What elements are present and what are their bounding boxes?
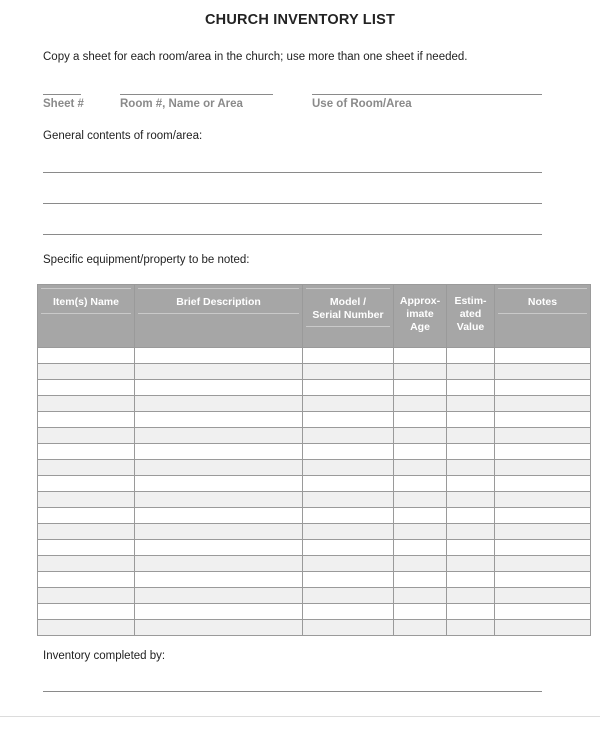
model-serial-cell[interactable] — [303, 348, 394, 364]
description-cell[interactable] — [135, 396, 303, 412]
header-estimated-value: Estim- ated Value — [447, 285, 495, 348]
value-cell[interactable] — [447, 556, 495, 572]
model-serial-cell[interactable] — [303, 540, 394, 556]
value-cell[interactable] — [447, 380, 495, 396]
table-row — [38, 540, 591, 556]
description-cell[interactable] — [135, 524, 303, 540]
table-row — [38, 588, 591, 604]
model-serial-cell[interactable] — [303, 364, 394, 380]
item-name-cell[interactable] — [38, 412, 135, 428]
description-cell[interactable] — [135, 380, 303, 396]
model-serial-cell[interactable] — [303, 444, 394, 460]
item-name-cell[interactable] — [38, 508, 135, 524]
value-cell[interactable] — [447, 460, 495, 476]
notes-cell[interactable] — [495, 492, 591, 508]
notes-cell[interactable] — [495, 476, 591, 492]
model-serial-cell[interactable] — [303, 492, 394, 508]
age-cell[interactable] — [394, 396, 447, 412]
age-cell[interactable] — [394, 492, 447, 508]
age-cell[interactable] — [394, 460, 447, 476]
notes-cell[interactable] — [495, 380, 591, 396]
description-cell[interactable] — [135, 556, 303, 572]
notes-cell[interactable] — [495, 396, 591, 412]
general-contents-line-1[interactable] — [43, 172, 542, 173]
notes-cell[interactable] — [495, 620, 591, 636]
header-brief-description: Brief Description — [135, 285, 303, 348]
header-approximate-age: Approx- imate Age — [394, 285, 447, 348]
age-cell[interactable] — [394, 588, 447, 604]
value-cell[interactable] — [447, 348, 495, 364]
item-name-cell[interactable] — [38, 540, 135, 556]
notes-cell[interactable] — [495, 588, 591, 604]
notes-cell[interactable] — [495, 508, 591, 524]
item-name-cell[interactable] — [38, 588, 135, 604]
room-use-line[interactable] — [312, 94, 542, 95]
description-cell[interactable] — [135, 604, 303, 620]
table-row — [38, 492, 591, 508]
model-serial-cell[interactable] — [303, 460, 394, 476]
item-name-cell[interactable] — [38, 460, 135, 476]
model-serial-cell[interactable] — [303, 412, 394, 428]
header-model-serial: Model / Serial Number — [303, 285, 394, 348]
notes-cell[interactable] — [495, 572, 591, 588]
table-row — [38, 476, 591, 492]
sheet-number-line[interactable] — [43, 94, 81, 95]
value-cell[interactable] — [447, 492, 495, 508]
model-serial-cell[interactable] — [303, 556, 394, 572]
general-contents-line-2[interactable] — [43, 203, 542, 204]
value-cell[interactable] — [447, 428, 495, 444]
value-cell[interactable] — [447, 588, 495, 604]
model-serial-cell[interactable] — [303, 476, 394, 492]
table-row — [38, 556, 591, 572]
table-row — [38, 364, 591, 380]
table-row — [38, 620, 591, 636]
table-row — [38, 572, 591, 588]
description-cell[interactable] — [135, 460, 303, 476]
model-serial-cell[interactable] — [303, 428, 394, 444]
item-name-cell[interactable] — [38, 572, 135, 588]
item-name-cell[interactable] — [38, 428, 135, 444]
completed-by-label: Inventory completed by: — [43, 650, 166, 662]
table-row — [38, 460, 591, 476]
table-row — [38, 396, 591, 412]
value-cell[interactable] — [447, 444, 495, 460]
page-title: CHURCH INVENTORY LIST — [204, 12, 396, 28]
item-name-cell[interactable] — [38, 620, 135, 636]
notes-cell[interactable] — [495, 524, 591, 540]
item-name-cell[interactable] — [38, 396, 135, 412]
room-use-label: Use of Room/Area — [312, 98, 412, 110]
age-cell[interactable] — [394, 540, 447, 556]
table-row — [38, 380, 591, 396]
item-name-cell[interactable] — [38, 556, 135, 572]
sheet-number-label: Sheet # — [43, 98, 84, 110]
completed-by-line[interactable] — [43, 691, 542, 692]
value-cell[interactable] — [447, 412, 495, 428]
notes-cell[interactable] — [495, 428, 591, 444]
value-cell[interactable] — [447, 572, 495, 588]
age-cell[interactable] — [394, 508, 447, 524]
description-cell[interactable] — [135, 444, 303, 460]
model-serial-cell[interactable] — [303, 604, 394, 620]
age-cell[interactable] — [394, 572, 447, 588]
model-serial-cell[interactable] — [303, 588, 394, 604]
age-cell[interactable] — [394, 364, 447, 380]
notes-cell[interactable] — [495, 444, 591, 460]
specific-equipment-label: Specific equipment/property to be noted: — [43, 254, 250, 266]
notes-cell[interactable] — [495, 556, 591, 572]
value-cell[interactable] — [447, 396, 495, 412]
item-name-cell[interactable] — [38, 380, 135, 396]
notes-cell[interactable] — [495, 540, 591, 556]
table-row — [38, 444, 591, 460]
age-cell[interactable] — [394, 524, 447, 540]
value-cell[interactable] — [447, 364, 495, 380]
header-notes: Notes — [495, 285, 591, 348]
description-cell[interactable] — [135, 428, 303, 444]
instructions-text: Copy a sheet for each room/area in the church; use more than one sheet if needed. — [43, 51, 468, 63]
age-cell[interactable] — [394, 348, 447, 364]
model-serial-cell[interactable] — [303, 508, 394, 524]
description-cell[interactable] — [135, 588, 303, 604]
table-row — [38, 412, 591, 428]
description-cell[interactable] — [135, 508, 303, 524]
item-name-cell[interactable] — [38, 604, 135, 620]
age-cell[interactable] — [394, 556, 447, 572]
notes-cell[interactable] — [495, 348, 591, 364]
table-row — [38, 524, 591, 540]
model-serial-cell[interactable] — [303, 524, 394, 540]
description-cell[interactable] — [135, 572, 303, 588]
item-name-cell[interactable] — [38, 348, 135, 364]
value-cell[interactable] — [447, 508, 495, 524]
header-item-name: Item(s) Name — [38, 285, 135, 348]
notes-cell[interactable] — [495, 412, 591, 428]
model-serial-cell[interactable] — [303, 572, 394, 588]
age-cell[interactable] — [394, 428, 447, 444]
notes-cell[interactable] — [495, 604, 591, 620]
description-cell[interactable] — [135, 476, 303, 492]
age-cell[interactable] — [394, 604, 447, 620]
table-row — [38, 508, 591, 524]
table-header-row — [38, 285, 591, 348]
notes-cell[interactable] — [495, 460, 591, 476]
item-name-cell[interactable] — [38, 364, 135, 380]
table-row — [38, 348, 591, 364]
age-cell[interactable] — [394, 620, 447, 636]
age-cell[interactable] — [394, 444, 447, 460]
description-cell[interactable] — [135, 364, 303, 380]
value-cell[interactable] — [447, 604, 495, 620]
notes-cell[interactable] — [495, 364, 591, 380]
room-name-label: Room #, Name or Area — [120, 98, 243, 110]
age-cell[interactable] — [394, 476, 447, 492]
item-name-cell[interactable] — [38, 476, 135, 492]
description-cell[interactable] — [135, 492, 303, 508]
table-row — [38, 604, 591, 620]
general-contents-label: General contents of room/area: — [43, 130, 203, 142]
page-bottom-divider — [0, 716, 600, 717]
age-cell[interactable] — [394, 380, 447, 396]
table-row — [38, 428, 591, 444]
description-cell[interactable] — [135, 620, 303, 636]
model-serial-cell[interactable] — [303, 380, 394, 396]
inventory-table — [37, 284, 591, 636]
value-cell[interactable] — [447, 476, 495, 492]
item-name-cell[interactable] — [38, 524, 135, 540]
value-cell[interactable] — [447, 524, 495, 540]
age-cell[interactable] — [394, 412, 447, 428]
item-name-cell[interactable] — [38, 492, 135, 508]
general-contents-line-3[interactable] — [43, 234, 542, 235]
item-name-cell[interactable] — [38, 444, 135, 460]
value-cell[interactable] — [447, 620, 495, 636]
description-cell[interactable] — [135, 348, 303, 364]
room-name-line[interactable] — [120, 94, 273, 95]
model-serial-cell[interactable] — [303, 620, 394, 636]
model-serial-cell[interactable] — [303, 396, 394, 412]
value-cell[interactable] — [447, 540, 495, 556]
description-cell[interactable] — [135, 412, 303, 428]
description-cell[interactable] — [135, 540, 303, 556]
